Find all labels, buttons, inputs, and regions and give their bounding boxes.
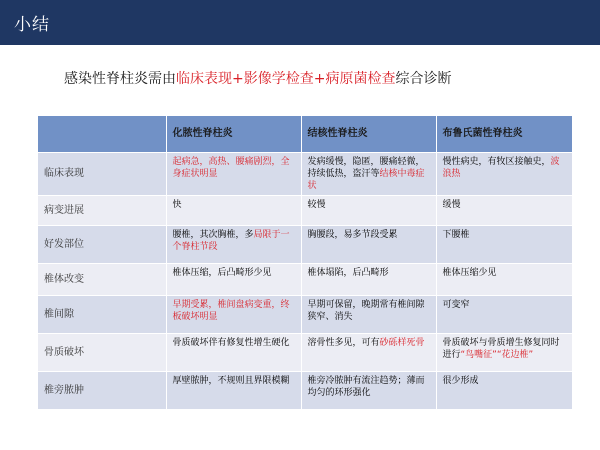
comparison-table bbox=[38, 116, 573, 410]
table-row bbox=[38, 334, 572, 372]
cell-text: 快 bbox=[172, 200, 182, 210]
table-row bbox=[38, 264, 572, 296]
row-label: 椎旁脓肿 bbox=[38, 372, 166, 410]
table-cell bbox=[436, 296, 572, 334]
table-cell bbox=[166, 296, 301, 334]
table-row bbox=[38, 372, 572, 410]
cell-text: 起病急，高热、腰痛剧烈，全身症状明显 bbox=[172, 157, 290, 179]
table-header-row bbox=[38, 116, 572, 153]
cell-text: 骨质破坏与骨质增生修复同时进行 bbox=[442, 338, 560, 360]
table-cell bbox=[301, 226, 436, 264]
summary-text-1: 感染性脊柱炎需由 bbox=[64, 71, 176, 87]
row-label: 椎间隙 bbox=[38, 296, 166, 334]
title-bar bbox=[0, 0, 600, 45]
table-cell bbox=[166, 196, 301, 226]
cell-text: 下腰椎 bbox=[442, 230, 470, 240]
slide-title: 小结 bbox=[14, 15, 50, 35]
header-tuberculous: 结核性脊柱炎 bbox=[301, 116, 436, 153]
row-label: 椎体改变 bbox=[38, 264, 166, 296]
table-cell bbox=[166, 334, 301, 372]
cell-text: 骨质破坏伴有修复性增生硬化 bbox=[172, 338, 290, 348]
cell-text: 椎体压缩少见 bbox=[442, 268, 497, 278]
table-cell bbox=[166, 264, 301, 296]
table-cell bbox=[436, 226, 572, 264]
cell-text: 发病缓慢，隐匿，腰痛轻微，持续低热，盗汗等 bbox=[307, 157, 425, 179]
table-cell bbox=[436, 196, 572, 226]
cell-text: 早期可保留，晚期常有椎间隙狭窄、消失 bbox=[307, 300, 425, 322]
cell-text: 砂砾样死骨 bbox=[379, 338, 425, 348]
table-cell bbox=[301, 372, 436, 410]
table-cell bbox=[436, 264, 572, 296]
cell-text: 溶骨性多见，可有 bbox=[307, 338, 380, 348]
cell-text: 厚壁脓肿，不规则且界限模糊 bbox=[172, 376, 290, 386]
cell-text: 椎体塌陷，后凸畸形 bbox=[307, 268, 389, 278]
header-brucella: 布鲁氏菌性脊柱炎 bbox=[436, 116, 572, 153]
table-cell bbox=[166, 226, 301, 264]
cell-text: 慢性病史，有牧区接触史， bbox=[442, 157, 551, 167]
summary-statement bbox=[64, 68, 451, 88]
cell-text: 腰椎，其次胸椎，多 bbox=[172, 230, 254, 240]
table-cell bbox=[436, 153, 572, 196]
table-row bbox=[38, 196, 572, 226]
table-row bbox=[38, 226, 572, 264]
row-label: 临床表现 bbox=[38, 153, 166, 196]
table-cell bbox=[436, 334, 572, 372]
row-label: 好发部位 bbox=[38, 226, 166, 264]
table-cell bbox=[301, 334, 436, 372]
table-row bbox=[38, 153, 572, 196]
row-label: 骨质破坏 bbox=[38, 334, 166, 372]
row-label: 病变进展 bbox=[38, 196, 166, 226]
header-empty bbox=[38, 116, 166, 153]
table-cell bbox=[301, 296, 436, 334]
table-row bbox=[38, 296, 572, 334]
table-cell bbox=[301, 153, 436, 196]
cell-text: 椎旁冷脓肿有流注趋势；薄而均匀的环形强化 bbox=[307, 376, 425, 398]
table-cell bbox=[301, 196, 436, 226]
cell-text: “鸟嘴征”“花边椎” bbox=[460, 350, 534, 360]
table-cell bbox=[166, 153, 301, 196]
cell-text: 局限于一个脊柱节段 bbox=[172, 230, 290, 252]
cell-text: 缓慢 bbox=[442, 200, 461, 210]
cell-text: 结核中毒症状 bbox=[307, 169, 425, 191]
cell-text: 较慢 bbox=[307, 200, 326, 210]
table-cell bbox=[436, 372, 572, 410]
cell-text: 胸腰段，易多节段受累 bbox=[307, 230, 398, 240]
table-cell bbox=[166, 372, 301, 410]
table-cell bbox=[301, 264, 436, 296]
cell-text: 波浪热 bbox=[442, 157, 560, 179]
cell-text: 可变窄 bbox=[442, 300, 470, 310]
summary-text-2: 综合诊断 bbox=[395, 71, 452, 87]
cell-text: 很少形成 bbox=[442, 376, 479, 386]
cell-text: 早期受累，椎间盘病变重，终板破坏明显 bbox=[172, 300, 290, 322]
summary-text-highlight: 临床表现+影像学检查+病原菌检查 bbox=[176, 71, 396, 87]
header-pyogenic: 化脓性脊柱炎 bbox=[166, 116, 301, 153]
cell-text: 椎体压缩，后凸畸形少见 bbox=[172, 268, 272, 278]
